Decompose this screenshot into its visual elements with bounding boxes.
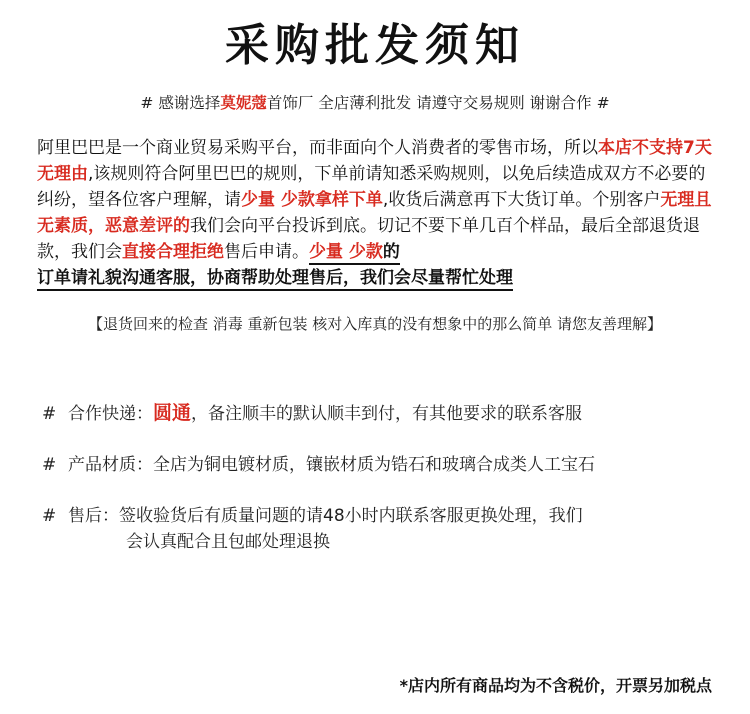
small-quantity-highlight: 少量 少款 <box>309 242 383 265</box>
aftersale-info <box>42 503 583 555</box>
tax-footnote: *店内所有商品均为不含税价，开票另加税点 <box>399 676 712 695</box>
hash-mark: # <box>42 506 57 526</box>
policy-text-4: 我们会向平台投诉到底。切记不要下单几百个样品，最后全部退货退款，我们会 <box>37 216 700 262</box>
brand-name: 莫妮蔻 <box>220 94 267 112</box>
policy-text-5: 售后申请。 <box>224 242 309 262</box>
refuse-highlight: 直接合理拒绝 <box>122 242 224 262</box>
policy-text-3: ,收货后满意再下大货订单。个别客户 <box>382 190 661 210</box>
sample-order-highlight: 少量 少款拿样下单 <box>241 190 383 210</box>
policy-paragraph <box>37 135 717 291</box>
policy-text-6: 的 <box>383 242 400 265</box>
page-title: 采购批发须知 <box>225 20 525 71</box>
courier-name: 圆通 <box>153 402 192 424</box>
material-text: 全店为铜电镀材质，镶嵌材质为锆石和玻璃合成类人工宝石 <box>153 455 595 475</box>
aftersale-text-2: 会认真配合且包邮处理退换 <box>126 532 330 552</box>
aftersale-text-1: 签收验货后有质量问题的请48小时内联系客服更换处理，我们 <box>119 506 583 526</box>
material-info <box>42 452 595 478</box>
policy-text-7: 订单请礼貌沟通客服，协商帮助处理售后，我们会尽量帮忙处理 <box>37 268 513 291</box>
no-7day-return-highlight: 本店不支持7天无理由 <box>37 138 712 184</box>
policy-text-1: 阿里巴巴是一个商业贸易采购平台，而非面向个人消费者的零售市场，所以 <box>37 138 598 158</box>
shipping-label: 合作快递： <box>68 404 153 424</box>
shipping-text: ，备注顺丰的默认顺丰到付，有其他要求的联系客服 <box>191 404 583 424</box>
aftersale-label: 售后： <box>68 506 119 526</box>
material-label: 产品材质： <box>68 455 153 475</box>
return-notice: 【退货回来的检查 消毒 重新包装 核对入库真的没有想象中的那么简单 请您友善理解】 <box>87 315 663 333</box>
subtitle-suffix: 首饰厂 全店薄利批发 请遵守交易规则 谢谢合作 # <box>266 94 610 112</box>
hash-mark: # <box>42 455 57 475</box>
hash-mark: # <box>42 404 57 424</box>
shipping-info <box>42 400 582 427</box>
subtitle-prefix: # 感谢选择 <box>140 94 221 112</box>
policy-text-2: ,该规则符合阿里巴巴的规则，下单前请知悉采购规则，以免后续造成双方不必要的纠纷，望各位客户理解，请 <box>37 164 706 210</box>
subtitle <box>0 92 750 114</box>
malicious-review-highlight: 无理且无素质，恶意差评的 <box>37 190 712 236</box>
